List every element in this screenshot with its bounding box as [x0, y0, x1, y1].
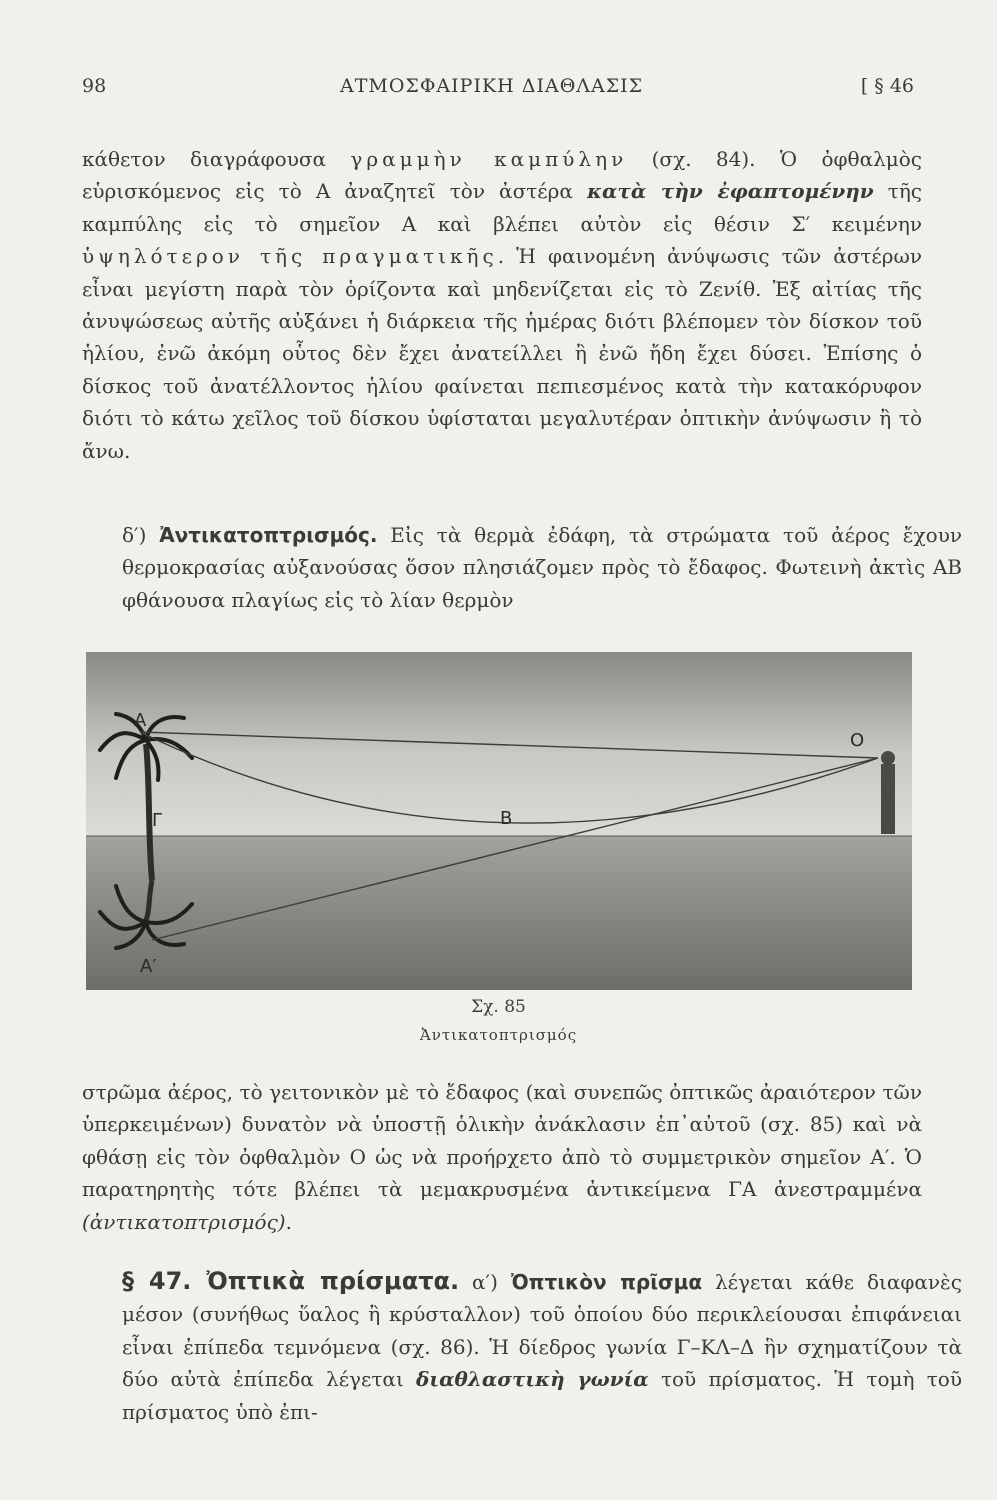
paragraph-mirage: [82, 519, 962, 616]
running-title: ΑΤΜΟΣΦΑΙΡΙΚΗ ΔΙΑΘΛΑΣΙΣ: [340, 75, 644, 97]
text: α′): [459, 1270, 511, 1294]
emphasis-text: διαθλαστικὴ γωνία: [416, 1367, 649, 1392]
label-b: B: [500, 808, 513, 829]
section-heading: § 47. Ὀπτικὰ πρίσματα.: [122, 1267, 460, 1295]
paragraph-total-reflection: [82, 1076, 922, 1238]
subsection-heading: Ἀντικατοπτρισμός.: [159, 523, 378, 547]
spaced-text: γραμμὴν καμπύλην: [350, 147, 628, 171]
text: τῆς καμπύλης εἰς τὸ σημεῖον Α καὶ βλέπει αὐτὸν εἰς θέσιν Σ′ κειμένην: [82, 179, 923, 236]
paragraph-refraction: [82, 143, 922, 467]
text: στρῶμα ἀέρος, τὸ γειτονικὸν μὲ τὸ ἔδαφος (καὶ συνεπῶς ὀπτικῶς ἀραιότερον τῶν ὑπερκειμένων) δυνατὸν νὰ ὑποστῇ ὁλικὴν ἀνάκλασιν ἐπ᾽αὐτοῦ (σχ. 85) καὶ νὰ φθάσῃ εἰς τὸν ὀφθαλμὸν Ο ὡς νὰ προήρχετο ἀπὸ τὸ συμμετρικὸν σημεῖον Α′. Ὁ παρατηρητὴς τότε βλέπει τὰ μεμακρυσμένα ἀντικείμενα ΓΑ ἀνεστραμμένα: [82, 1080, 922, 1202]
text: δ′): [122, 523, 160, 547]
label-a: Α: [134, 710, 147, 731]
section-mark: [ § 46: [860, 75, 914, 97]
defined-term: Ὀπτικὸν πρῖσμα: [510, 1270, 703, 1294]
label-o: O: [850, 730, 865, 751]
text: (σχ. 84). Ὁ ὀφθαλμὸς εὑρισκόμενος εἰς τὸ Α ἀναζητεῖ τὸν ἀστέρα: [82, 147, 922, 204]
spaced-text: ὑψηλότερον τῆς πραγματικῆς: [82, 244, 498, 269]
text: κάθετον διαγράφουσα: [82, 147, 351, 171]
ground: [86, 836, 912, 990]
label-a-prime: Α′: [140, 956, 157, 977]
text: Εἰς τὰ θερμὰ ἐδάφη, τὰ στρώματα τοῦ ἀέρος ἔχουν θερμοκρασίας αὐξανούσας ὅσον πλησιάζομεν πρὸς τὸ ἔδαφος. Φωτεινὴ ἀκτὶς ΑΒ φθάνουσα πλαγίως εἰς τὸ λίαν θερμὸν: [122, 523, 963, 612]
page-number: 98: [82, 75, 107, 97]
text: .: [285, 1209, 292, 1234]
paragraph-prisms: [82, 1265, 962, 1428]
page-header: [82, 75, 914, 109]
text: . Ἡ φαινομένη ἀνύψωσις τῶν ἀστέρων εἶναι μεγίστη παρὰ τὸν ὁρίζοντα καὶ μηδενίζεται εἰς τὸ Ζενίθ. Ἐξ αἰτίας τῆς ἀνυψώσεως αὐτῆς αὐξάνει ἡ διάρκεια τῆς ἡμέρας διότι βλέπομεν τὸν δίσκον τοῦ ἡλίου, ἐνῶ ἀκόμη οὗτος δὲν ἔχει ἀνατείλλει ἢ ἐνῶ ἤδη ἔχει δύσει. Ἐπίσης ὁ δίσκος τοῦ ἀνατέλλοντος ἡλίου φαίνεται πεπιεσμένος κατὰ τὴν κατακόρυφον διότι τὸ κάτω χεῖλος τοῦ δίσκου ὑφίσταται μεγαλυτέραν ὀπτικὴν ἀνύψωσιν ἢ τὸ ἄνω.: [82, 244, 923, 463]
label-gamma: Γ: [152, 810, 163, 831]
figure-mirage-diagram: [86, 640, 912, 990]
figure-number: Σχ. 85: [471, 997, 526, 1017]
text: λέγεται κάθε διαφανὲς μέσον (συνήθως ὕαλος ἢ κρύσταλλον) τοῦ ὁποίου δύο περικλείουσαι ἐπιφάνειαι εἶναι ἐπίπεδα τεμνόμενα (σχ. 86). Ἡ δίεδρος γωνία Γ–ΚΛ–Δ ἣν σχηματίζουν τὰ δύο αὐτὰ ἐπίπεδα λέγεται: [122, 1270, 962, 1392]
italic-term: (ἀντικατοπτρισμός): [82, 1209, 286, 1234]
figure-caption: Ἀντικατοπτρισμός: [419, 1026, 578, 1044]
text: τοῦ πρίσματος. Ἡ τομὴ τοῦ πρίσματος ὑπὸ ἐπι-: [122, 1367, 962, 1424]
emphasis-text: κατὰ τὴν ἐφαπτομένην: [587, 179, 874, 204]
